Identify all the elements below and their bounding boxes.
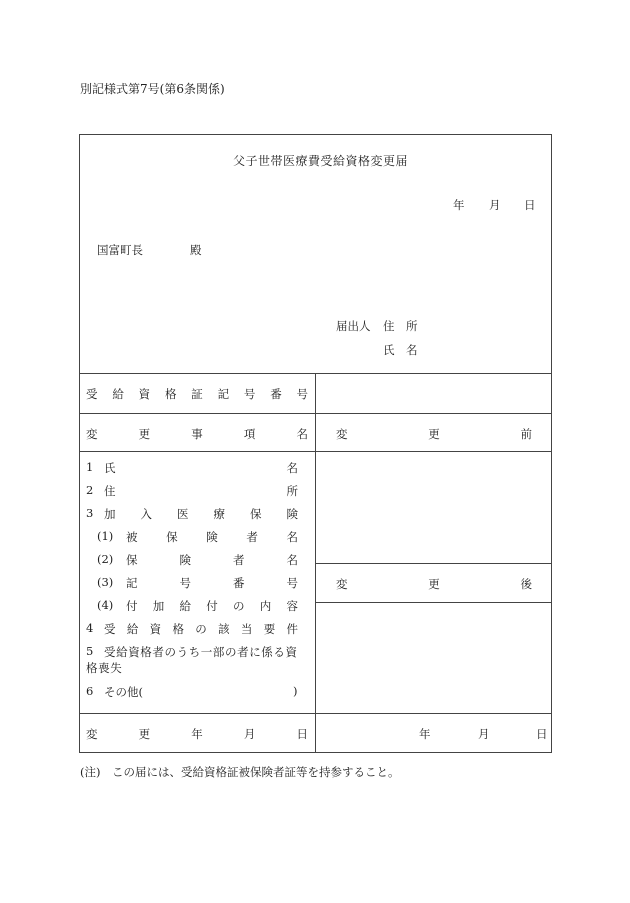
footnote: (注) この届には、受給資格証被保険者証等を持参すること。 (80, 765, 400, 779)
item-num: 6 (86, 684, 94, 698)
item-insurance: 加 入 医 療 保 険 (104, 507, 298, 521)
item-symbol-number: 記 号 番 号 (126, 576, 298, 590)
item-additional-benefit: 付 加 給 付 の 内 容 (126, 599, 298, 613)
applicant-address-label: 住 所 (383, 319, 418, 333)
divider (315, 602, 552, 603)
applicant-name-label: 氏 名 (383, 343, 418, 357)
item-num: 4 (86, 621, 94, 635)
item-num: (2) (97, 552, 114, 566)
item-insured-name: 被 保 険 者 名 (126, 530, 298, 544)
change-date-label: 変 更 年 月 日 (86, 727, 308, 741)
item-num: 1 (86, 460, 94, 474)
date-day-label: 日 (524, 198, 536, 212)
item-partial-loss: 受給資格者のうち一部の者に係る資格喪失 (86, 645, 298, 675)
divider (315, 563, 552, 564)
item-eligibility: 受 給 資 格 の 該 当 要 件 (104, 622, 298, 636)
change-date-month: 月 (478, 727, 490, 741)
form-number: 別記様式第7号(第6条関係) (80, 82, 225, 96)
item-num: (3) (97, 575, 114, 589)
change-item-label: 変 更 事 項 名 (86, 427, 308, 441)
item-address: 住 所 (104, 484, 298, 498)
date-year-label: 年 (453, 198, 465, 212)
applicant-label: 届出人 (336, 319, 371, 333)
item-num: 2 (86, 483, 94, 497)
date-month-label: 月 (489, 198, 501, 212)
addressee-honorific: 殿 (190, 243, 202, 257)
cert-number-label: 受 給 資 格 証 記 号 番 号 (86, 387, 308, 401)
item-other-close: ) (293, 684, 298, 698)
item-num: 5 (86, 644, 94, 658)
column-divider (315, 373, 316, 753)
addressee-name: 国富町長 (97, 243, 143, 257)
after-label: 変 更 後 (336, 577, 532, 591)
before-label: 変 更 前 (336, 427, 532, 441)
form-title: 父子世帯医療費受給資格変更届 (233, 154, 409, 168)
item-num: 3 (86, 506, 94, 520)
item-other: その他( (104, 685, 143, 699)
item-num: (4) (97, 598, 114, 612)
change-date-day: 日 (536, 727, 548, 741)
change-date-year: 年 (419, 727, 431, 741)
item-name: 氏 名 (104, 461, 298, 475)
item-insurer-name: 保 険 者 名 (126, 553, 298, 567)
item-num: (1) (97, 529, 114, 543)
